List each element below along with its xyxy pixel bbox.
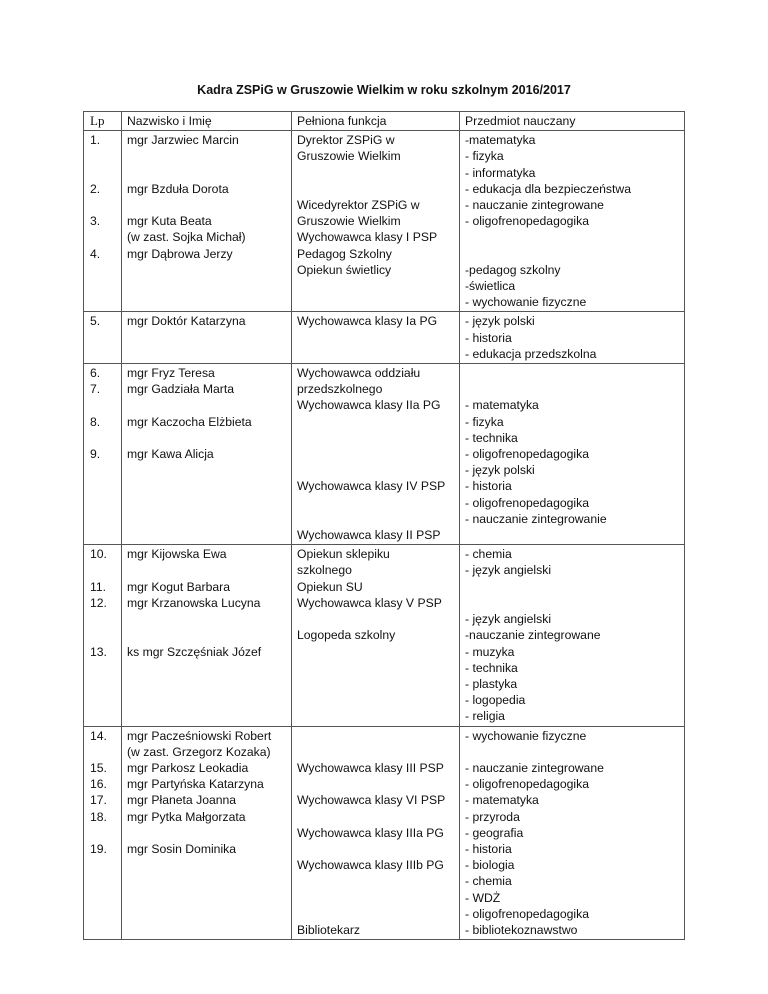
cell-line: [297, 495, 454, 511]
lp-number: 18.: [90, 809, 107, 824]
function-cell: [292, 364, 460, 545]
cell-line: - fizyka: [465, 414, 504, 429]
function-cell: [292, 312, 460, 364]
header-row: [84, 112, 685, 131]
cell-line: mgr Partyńska Katarzyna: [127, 777, 264, 792]
name-cell: [122, 131, 292, 312]
lp-number: 15.: [90, 760, 107, 775]
lp-number: 2.: [90, 181, 101, 196]
cell-line: [127, 825, 286, 841]
cell-line: - język angielski: [465, 612, 552, 627]
cell-line: - technika: [465, 430, 518, 445]
cell-line: (w zast. Grzegorz Kozaka): [127, 744, 271, 759]
cell-line: - oligofrenopedagogika: [465, 495, 589, 510]
lp-number: 12.: [90, 595, 107, 610]
cell-line: Gruszowie Wielkim: [297, 214, 401, 229]
cell-line: [90, 627, 116, 643]
cell-line: [297, 841, 454, 857]
cell-line: - oligofrenopedagogika: [465, 214, 589, 229]
function-cell: [292, 545, 460, 726]
cell-line: [297, 906, 454, 922]
lp-cell: [84, 312, 122, 364]
cell-line: - oligofrenopedagogika: [465, 447, 589, 462]
table-row: [84, 312, 685, 364]
cell-line: - technika: [465, 660, 518, 675]
table-row: [84, 726, 685, 940]
lp-number: 17.: [90, 793, 107, 808]
cell-line: - język polski: [465, 463, 535, 478]
cell-line: mgr Gadziała Marta: [127, 382, 235, 397]
cell-line: mgr Dąbrowa Jerzy: [127, 246, 233, 261]
cell-line: [90, 825, 116, 841]
cell-line: [90, 397, 116, 413]
cell-line: [127, 397, 286, 413]
cell-line: [297, 414, 454, 430]
cell-line: [90, 197, 116, 213]
function-cell: [292, 726, 460, 940]
cell-line: ks mgr Szczęśniak Józef: [127, 644, 262, 659]
cell-line: [127, 430, 286, 446]
cell-line: - informatyka: [465, 165, 536, 180]
cell-line: mgr Jarzwiec Marcin: [127, 133, 239, 148]
lp-cell: [84, 364, 122, 545]
cell-line: przedszkolnego: [297, 382, 383, 397]
cell-line: [90, 430, 116, 446]
function-cell: [292, 131, 460, 312]
cell-line: Wychowawca klasy IV PSP: [297, 479, 446, 494]
cell-line: mgr Kawa Alicja: [127, 447, 214, 462]
cell-line: [90, 165, 116, 181]
cell-line: [90, 148, 116, 164]
name-cell: [122, 364, 292, 545]
cell-line: [297, 446, 454, 462]
subject-cell: [460, 131, 685, 312]
cell-line: - chemia: [465, 874, 512, 889]
cell-line: Pedagog Szkolny: [297, 246, 392, 261]
cell-line: mgr Doktór Katarzyna: [127, 314, 246, 329]
lp-number: 3.: [90, 214, 101, 229]
cell-line: - religia: [465, 709, 505, 724]
cell-line: Wychowawca klasy IIIa PG: [297, 825, 444, 840]
cell-line: mgr Pytka Małgorzata: [127, 809, 246, 824]
cell-line: mgr Bzduła Dorota: [127, 181, 229, 196]
lp-number: 11.: [90, 579, 107, 594]
cell-line: Gruszowie Wielkim: [297, 149, 401, 164]
subject-cell: [460, 364, 685, 545]
cell-line: Logopeda szkolny: [297, 628, 396, 643]
cell-line: [297, 511, 454, 527]
cell-line: - historia: [465, 330, 512, 345]
cell-line: - bibliotekoznawstwo: [465, 922, 578, 937]
lp-number: 10.: [90, 547, 107, 562]
cell-line: - plastyka: [465, 676, 518, 691]
lp-number: 14.: [90, 728, 107, 743]
cell-line: [297, 430, 454, 446]
cell-line: [465, 595, 679, 611]
document-title: Kadra ZSPiG w Gruszowie Wielkim w roku szkolnym 2016/2017: [197, 83, 571, 97]
cell-line: Wychowawca klasy III PSP: [297, 760, 444, 775]
lp-number: 5.: [90, 314, 101, 329]
cell-line: mgr Pacześniowski Robert: [127, 728, 272, 743]
cell-line: Bibliotekarz: [297, 922, 360, 937]
cell-line: - wychowanie fizyczne: [465, 728, 587, 743]
cell-line: [297, 611, 454, 627]
cell-line: Wychowawca klasy Ia PG: [297, 314, 438, 329]
name-cell: [122, 545, 292, 726]
cell-line: - nauczanie zintegrowanie: [465, 511, 607, 526]
cell-line: [465, 381, 679, 397]
cell-line: mgr Płaneta Joanna: [127, 793, 237, 808]
cell-line: [465, 579, 679, 595]
cell-line: [127, 165, 286, 181]
cell-line: [465, 365, 679, 381]
cell-line: Wychowawca oddziału: [297, 366, 421, 381]
lp-cell: [84, 545, 122, 726]
subject-cell: [460, 312, 685, 364]
cell-line: - historia: [465, 479, 512, 494]
lp-number: 9.: [90, 447, 101, 462]
lp-number: 7.: [90, 382, 101, 397]
cell-line: -matematyka: [465, 133, 536, 148]
cell-line: [90, 229, 116, 245]
cell-line: mgr Sosin Dominika: [127, 841, 237, 856]
table-row: [84, 364, 685, 545]
cell-line: Dyrektor ZSPiG w: [297, 133, 395, 148]
cell-line: Opiekun SU: [297, 579, 363, 594]
lp-number: 19.: [90, 841, 107, 856]
cell-line: [465, 744, 679, 760]
cell-line: - logopedia: [465, 693, 526, 708]
cell-line: Opiekun sklepiku: [297, 547, 390, 562]
header-function: Pełniona funkcja: [292, 112, 460, 131]
cell-line: [90, 744, 116, 760]
table-row: [84, 545, 685, 726]
cell-line: - język polski: [465, 314, 535, 329]
cell-line: Wychowawca klasy IIIb PG: [297, 858, 444, 873]
cell-line: -świetlica: [465, 279, 516, 294]
cell-line: - język angielski: [465, 563, 552, 578]
cell-line: Opiekun świetlicy: [297, 262, 392, 277]
cell-line: [127, 148, 286, 164]
subject-cell: [460, 726, 685, 940]
cell-line: [465, 246, 679, 262]
name-cell: [122, 726, 292, 940]
cell-line: - geografia: [465, 825, 524, 840]
cell-line: - biologia: [465, 858, 515, 873]
staff-table: [83, 111, 685, 940]
cell-line: [297, 809, 454, 825]
cell-line: -nauczanie zintegrowane: [465, 628, 601, 643]
cell-line: [297, 462, 454, 478]
lp-number: 13.: [90, 644, 107, 659]
cell-line: - wychowanie fizyczne: [465, 295, 587, 310]
cell-line: mgr Krzanowska Lucyna: [127, 595, 261, 610]
cell-line: Wicedyrektor ZSPiG w: [297, 198, 420, 213]
cell-line: mgr Kogut Barbara: [127, 579, 230, 594]
cell-line: mgr Fryz Teresa: [127, 366, 215, 381]
cell-line: [297, 873, 454, 889]
cell-line: Wychowawca klasy VI PSP: [297, 793, 446, 808]
header-subject: Przedmiot nauczany: [460, 112, 685, 131]
lp-number: 16.: [90, 777, 107, 792]
cell-line: [297, 728, 454, 744]
lp-cell: [84, 726, 122, 940]
cell-line: - edukacja przedszkolna: [465, 346, 597, 361]
lp-number: 4.: [90, 246, 101, 261]
cell-line: [127, 197, 286, 213]
cell-line: (w zast. Sojka Michał): [127, 230, 246, 245]
cell-line: - historia: [465, 841, 512, 856]
cell-line: mgr Kuta Beata: [127, 214, 212, 229]
cell-line: - chemia: [465, 547, 512, 562]
table-body: [84, 131, 685, 940]
cell-line: - edukacja dla bezpieczeństwa: [465, 181, 631, 196]
cell-line: - nauczanie zintegrowane: [465, 760, 604, 775]
cell-line: - oligofrenopedagogika: [465, 906, 589, 921]
cell-line: [297, 165, 454, 181]
lp-number: 6.: [90, 366, 101, 381]
cell-line: [90, 611, 116, 627]
cell-line: - WDŻ: [465, 890, 501, 905]
subject-cell: [460, 545, 685, 726]
cell-line: mgr Parkosz Leokadia: [127, 760, 249, 775]
cell-line: - fizyka: [465, 149, 504, 164]
cell-line: -pedagog szkolny: [465, 262, 561, 277]
cell-line: - przyroda: [465, 809, 520, 824]
cell-line: Wychowawca klasy II PSP: [297, 528, 441, 543]
cell-line: mgr Kijowska Ewa: [127, 547, 227, 562]
name-cell: [122, 312, 292, 364]
cell-line: mgr Kaczocha Elżbieta: [127, 414, 252, 429]
cell-line: Wychowawca klasy I PSP: [297, 230, 438, 245]
lp-cell: [84, 131, 122, 312]
table-row: [84, 131, 685, 312]
cell-line: [127, 611, 286, 627]
header-lp: Lp: [84, 112, 122, 131]
cell-line: [127, 627, 286, 643]
cell-line: Wychowawca klasy V PSP: [297, 595, 442, 610]
cell-line: - oligofrenopedagogika: [465, 777, 589, 792]
cell-line: [297, 890, 454, 906]
cell-line: [297, 776, 454, 792]
cell-line: - matematyka: [465, 793, 539, 808]
cell-line: - nauczanie zintegrowane: [465, 198, 604, 213]
cell-line: [90, 562, 116, 578]
header-name: Nazwisko i Imię: [122, 112, 292, 131]
cell-line: - matematyka: [465, 398, 539, 413]
cell-line: [127, 562, 286, 578]
cell-line: szkolnego: [297, 563, 352, 578]
cell-line: [465, 229, 679, 245]
cell-line: - muzyka: [465, 644, 515, 659]
lp-number: 1.: [90, 133, 101, 148]
lp-number: 8.: [90, 414, 101, 429]
cell-line: [297, 181, 454, 197]
cell-line: [297, 744, 454, 760]
cell-line: Wychowawca klasy IIa PG: [297, 398, 441, 413]
